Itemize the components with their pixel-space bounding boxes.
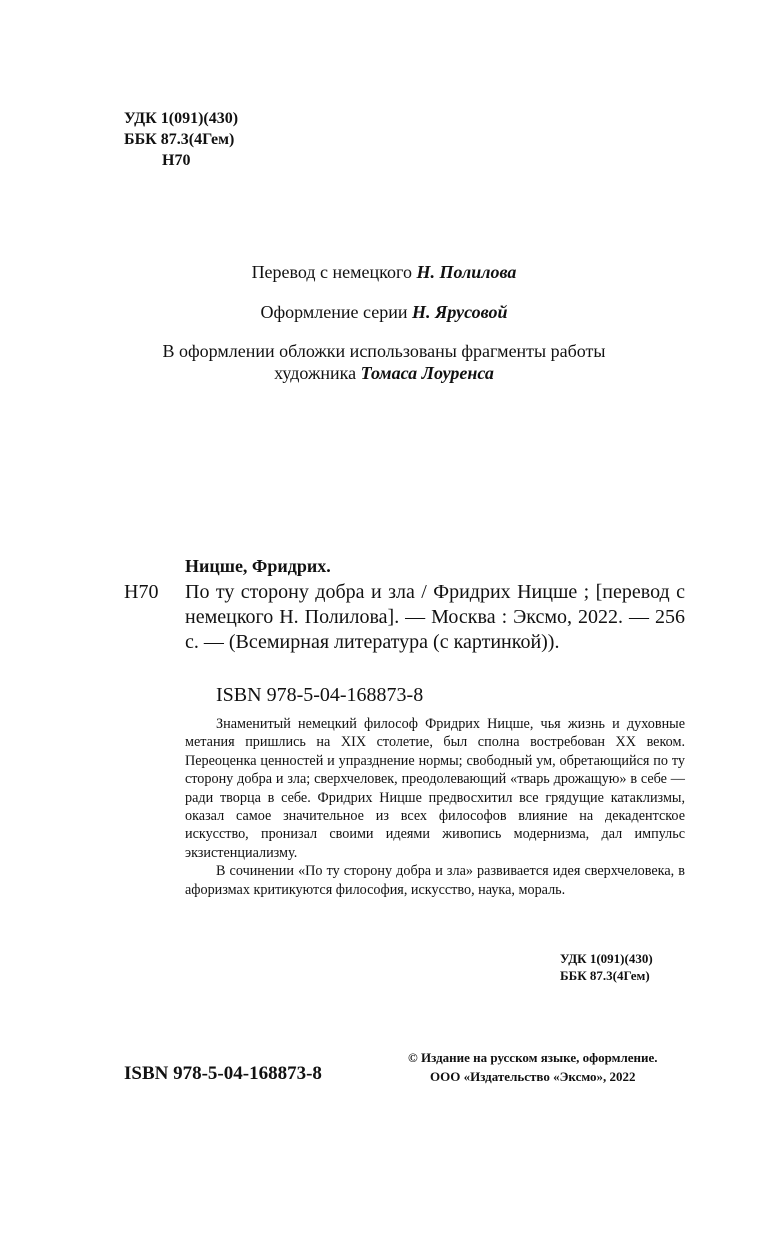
bibliography-author: Ницше, Фридрих. [185, 556, 331, 576]
translation-credit: Перевод с немецкого Н. Полилова [251, 262, 517, 282]
design-credit: Оформление серии Н. Ярусовой [260, 302, 508, 322]
author-mark: Н70 [162, 152, 191, 169]
udk-block-top [124, 108, 238, 171]
copyright-notice: © Издание на русском языке, оформление. ООО «Издательство «Эксмо», 2022 [408, 1050, 658, 1084]
udk-code: УДК 1(091)(430) [124, 110, 239, 127]
translator-name: Н. Полилова [416, 262, 517, 282]
cover-credit: В оформлении обложки использованы фрагменты работы художника Томаса Лоуренса [162, 341, 606, 383]
udk-block-bottom: УДК 1(091)(430) ББК 87.3(4Гем) [560, 951, 653, 983]
bibliography-isbn: ISBN 978-5-04-168873-8 [216, 684, 424, 706]
bibliography-entry: По ту сторону добра и зла / Фридрих Ницше ; [перевод с немецкого Н. Полилова]. — Москва : Эксмо, 2022. — 256 с. — (Всемирная литература (с картинкой)). [185, 581, 685, 653]
bibliography-code: Н70 [124, 581, 159, 603]
annotation-paragraph: Знаменитый немецкий философ Фридрих Ницше, чья жизнь и духовные метания пришлись на XIX столетие, был сполна востребован XX веком. Переоценка ценностей и упразднение нормы; свободный ум, обретающийся по ту сторону добра и зла; сверхчеловек, преодолевающий «тварь дрожащую» в себе — ради творца в себе. Фридрих Ницше предвосхитил все грядущие катаклизмы, оказал самое значительное из всех философов влияние на декадентское искусство, пронизал своими идеями живопись модернизма, дал импульс экзистенциализму. [185, 716, 685, 861]
artist-name: Томаса Лоуренса [360, 363, 494, 383]
annotation-paragraph: В сочинении «По ту сторону добра и зла» развивается идея сверхчеловека, в афоризмах критикуются философия, искусство, наука, мораль. [185, 863, 685, 898]
designer-name: Н. Ярусовой [411, 302, 508, 322]
bbk-code: ББК 87.3(4Гем) [124, 131, 235, 148]
annotation [185, 715, 685, 899]
footer-isbn: ISBN 978-5-04-168873-8 [124, 1063, 322, 1084]
